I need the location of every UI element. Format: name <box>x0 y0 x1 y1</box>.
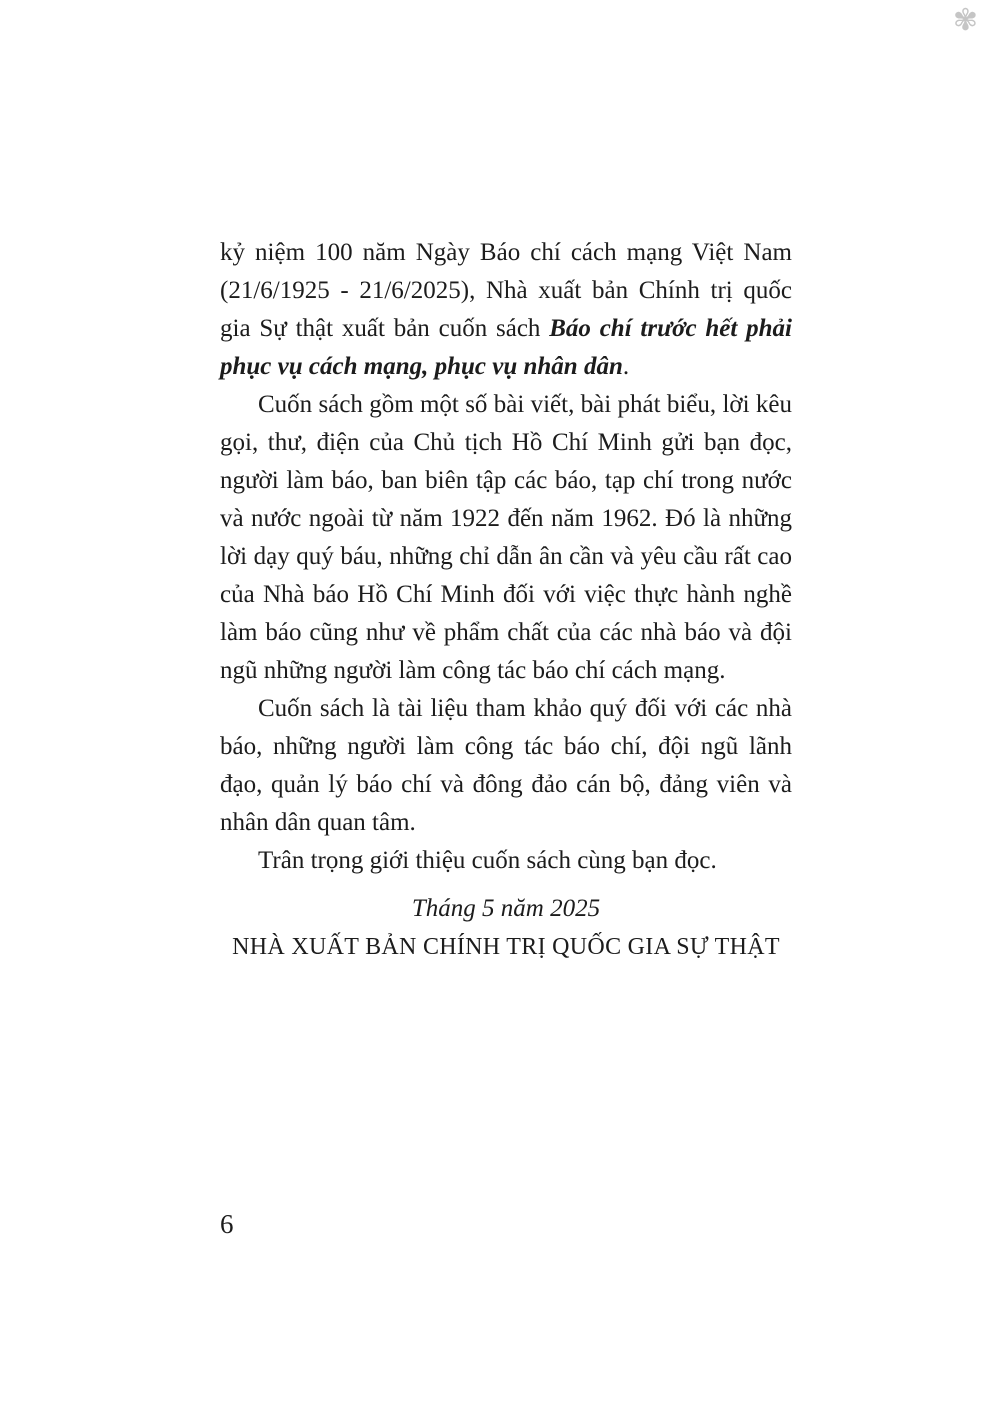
page-number: 6 <box>220 1209 234 1239</box>
paragraph-audience: Cuốn sách là tài liệu tham khảo quý đối với các nhà báo, những người làm công tác báo chí, đội ngũ lãnh đạo, quản lý báo chí và đông đảo cán bộ, đảng viên và nhân dân quan tâm. <box>220 695 792 836</box>
paragraph-contents-summary: Cuốn sách gồm một số bài viết, bài phát biểu, lời kêu gọi, thư, điện của Chủ tịch Hồ Chí Minh gửi bạn đọc, người làm báo, ban biên tập các báo, tạp chí trong nước và nước ngoài từ năm 1922 đến năm 1962. Đó là những lời dạy quý báu, những chỉ dẫn ân cần và yêu cầu rất cao của Nhà báo Hồ Chí Minh đối với việc thực hành nghề làm báo cũng như về phẩm chất của các nhà báo và đội ngũ những người làm công tác báo chí cách mạng. <box>220 391 792 684</box>
paragraph-closing: Trân trọng giới thiệu cuốn sách cùng bạn đọc. <box>258 847 717 874</box>
paragraph-intro-lead: kỷ niệm 100 năm Ngày Báo chí cách mạng Việt Nam (21/6/1925 - 21/6/2025), Nhà xuất bản Chính trị quốc gia Sự thật xuất bản cuốn sách <box>220 239 792 342</box>
book-title-emphasis: Báo chí trước hết phải phục vụ cách mạng, phục vụ nhân dân <box>220 315 792 380</box>
page-body <box>220 234 792 966</box>
publisher-name: NHÀ XUẤT BẢN CHÍNH TRỊ QUỐC GIA SỰ THẬT <box>232 934 780 960</box>
paragraph-intro-tail: . <box>622 353 630 380</box>
flower-ornament-icon: ✾ <box>952 4 978 37</box>
date-line: Tháng 5 năm 2025 <box>411 895 601 922</box>
paragraph-intro <box>220 234 792 386</box>
